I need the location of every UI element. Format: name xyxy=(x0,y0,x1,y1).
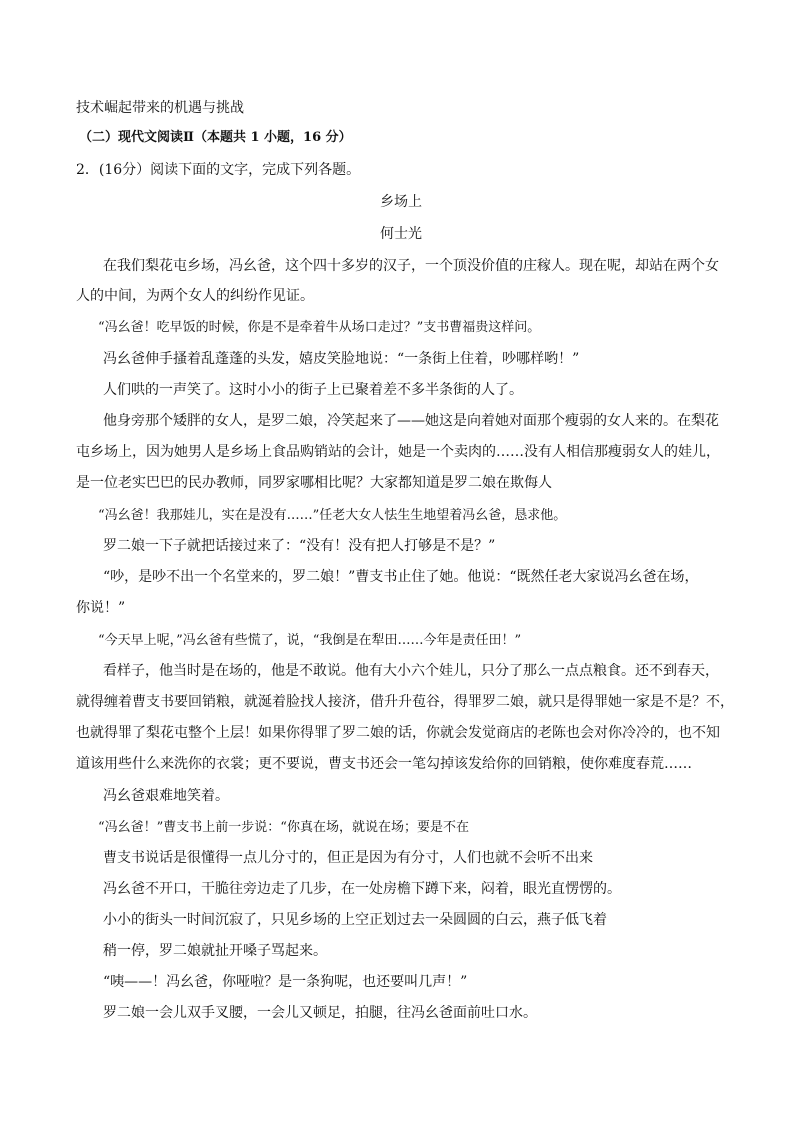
paragraph-line: 曹支书说话是很懂得一点儿分寸的，但正是因为有分寸，人们也就不会听不出来 xyxy=(103,850,593,866)
paragraph-line: “吵，是吵不出一个名堂来的，罗二娘！”曹支书止住了她。他说：“既然任老大家说冯幺爸在场， xyxy=(103,569,699,585)
section-heading: （二）现代文阅读Ⅱ（本题共 1 小题，16 分） xyxy=(79,130,352,145)
article-author: 何士光 xyxy=(380,226,422,242)
question-prompt: 2．(16分）阅读下面的文字，完成下列各题。 xyxy=(76,162,361,178)
paragraph-line: “冯幺爸！吃早饭的时候，你是不是牵着牛从场口走过？”支书曹福贵这样问。 xyxy=(98,320,541,335)
paragraph-line: 是一位老实巴巴的民办教师，同罗家哪相比呢？大家都知道是罗二娘在欺侮人 xyxy=(76,475,552,491)
paragraph-line: 人们哄的一声笑了。这时小小的街子上已聚着差不多半条街的人了。 xyxy=(103,382,523,398)
paragraph-line: 人的中间，为两个女人的纠纷作见证。 xyxy=(76,288,314,304)
paragraph-line: 罗二娘一会儿双手叉腰，一会儿又顿足，拍腿，往冯幺爸面前吐口水。 xyxy=(103,1005,537,1021)
paragraph-line: 看样子，他当时是在场的，他是不敢说。他有大小六个娃儿，只分了那么一点点粮食。还不到春天， xyxy=(103,663,719,679)
paragraph-line: 稍一停，罗二娘就扯开嗓子骂起来。 xyxy=(103,943,327,959)
paragraph-line: 冯幺爸不开口，干脆往旁边走了几步，在一处房檐下蹲下来，闷着，眼光直愣愣的。 xyxy=(103,881,621,897)
paragraph-line: 也就得罪了梨花屯整个上层！如果你得罪了罗二娘的话，你就会发觉商店的老陈也会对你冷冷的，也不知 xyxy=(76,725,720,741)
prev-section-tail: 技术崛起带来的机遇与挑战 xyxy=(76,100,244,116)
article-title: 乡场上 xyxy=(380,194,422,210)
paragraph-line: “冯幺爸！我那娃儿，实在是没有……”任老大女人怯生生地望着冯幺爸，恳求他。 xyxy=(98,508,567,523)
paragraph-line: 冯幺爸伸手搔着乱蓬蓬的头发，嬉皮笑脸地说：“一条街上住着，吵哪样哟！” xyxy=(103,351,580,367)
paragraph-line: 屯乡场上，因为她男人是乡场上食品购销站的会计，她是一个卖肉的……没有人相信那瘦弱女人的娃儿， xyxy=(76,444,720,460)
paragraph-line: 他身旁那个矮胖的女人，是罗二娘，冷笑起来了——她这是向着她对面那个瘦弱的女人来的。在梨花 xyxy=(103,413,719,429)
paragraph-line: “咦——！冯幺爸，你哑啦？是一条狗呢，也还要叫几声！” xyxy=(103,974,468,990)
paragraph-line: 你说！” xyxy=(76,600,126,616)
paragraph-line: “今天早上呢，”冯幺爸有些慌了，说，“我倒是在犁田……今年是责任田！” xyxy=(98,633,522,648)
paragraph-line: 在我们梨花屯乡场，冯幺爸，这个四十多岁的汉子，一个顶没价值的庄稼人。现在呢，却站在两个女 xyxy=(103,258,719,274)
paragraph-line: 冯幺爸艰难地笑着。 xyxy=(103,788,229,804)
paragraph-line: 道该用些什么来洗你的衣裳；更不要说，曹支书还会一笔勾掉该发给你的回销粮，使你难度春荒…… xyxy=(76,756,692,772)
paragraph-line: 就得缠着曹支书要回销粮，就涎着脸找人接济，借升升苞谷，得罪罗二娘，就只是得罪她一家是不是？不， xyxy=(76,694,734,710)
paragraph-line: 罗二娘一下子就把话接过来了：“没有！没有把人打够是不是？” xyxy=(103,538,496,554)
paragraph-line: 小小的街头一时间沉寂了，只见乡场的上空正划过去一朵圆圆的白云，燕子低飞着 xyxy=(103,912,607,928)
paragraph-line: “冯幺爸！”曹支书上前一步说：“你真在场，就说在场；要是不在 xyxy=(98,820,469,835)
